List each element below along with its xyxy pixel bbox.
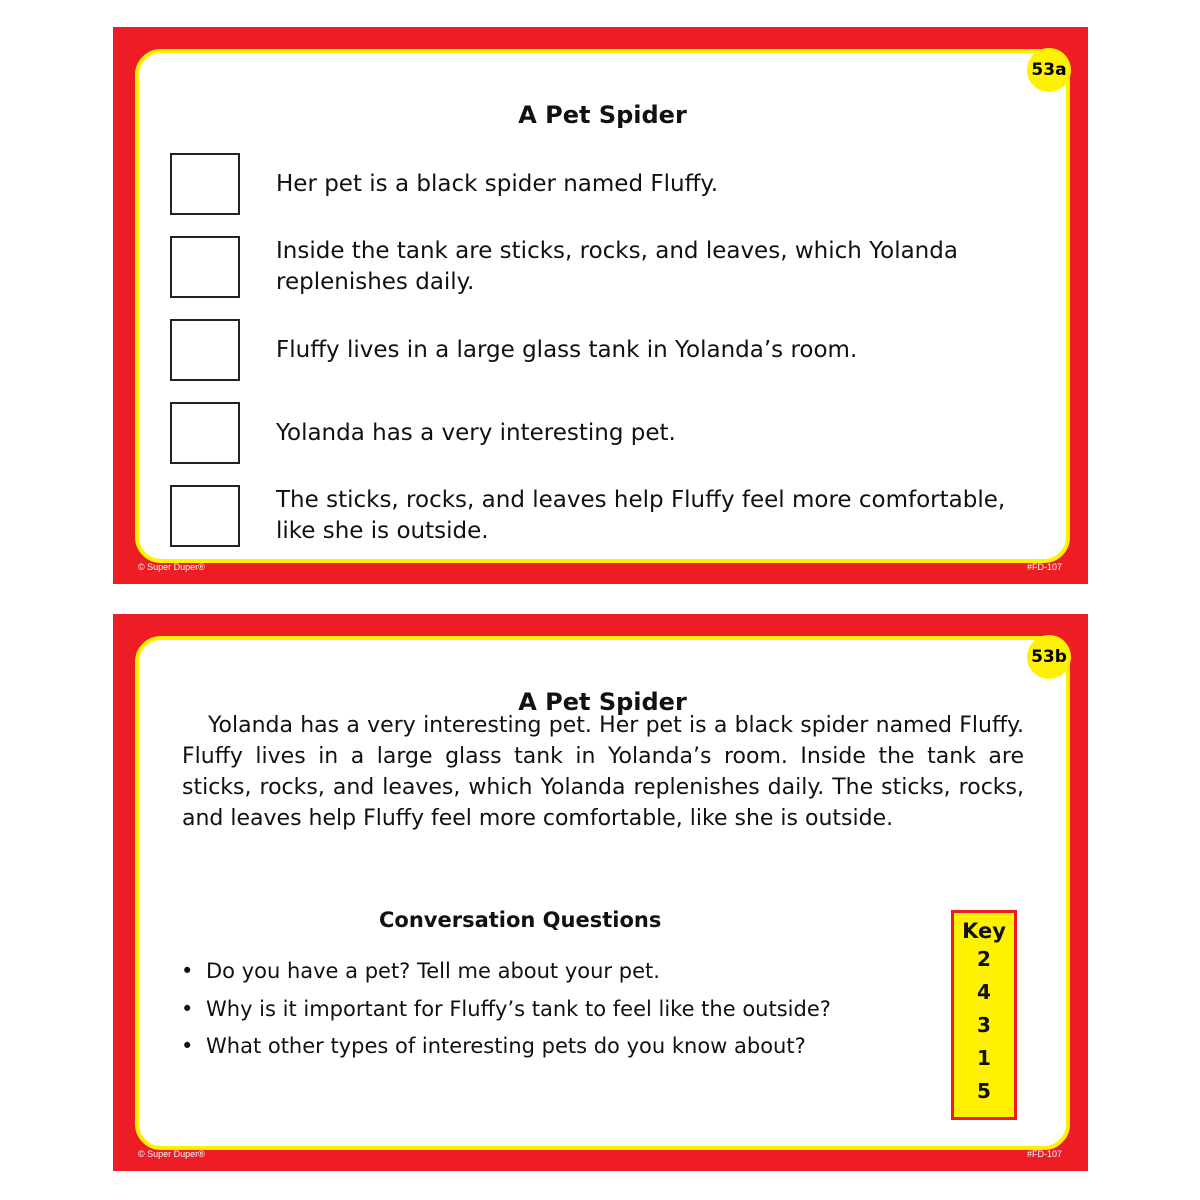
card-53a-panel <box>135 49 1070 563</box>
answer-key-value: 3 <box>977 1013 991 1037</box>
card-number-badge: 53b <box>1027 635 1071 679</box>
card-title: A Pet Spider <box>518 101 687 129</box>
answer-key <box>951 910 1017 1120</box>
answer-key-label: Key <box>962 919 1006 943</box>
card-title: A Pet Spider <box>518 688 687 716</box>
answer-key-values <box>954 943 1014 1108</box>
sentence-row <box>170 485 1050 547</box>
conversation-questions-heading: Conversation Questions <box>379 908 662 932</box>
story-paragraph: Yolanda has a very interesting pet. Her pet is a black spider named Fluffy. Fluffy lives in a large glass tank in Yolanda’s room. Inside the tank are sticks, rocks, and leaves, which Yolanda replenishes daily. The sticks, rocks, and leaves help Fluffy feel more comfortable, like she is outside. <box>182 713 1024 831</box>
question-item: • What other types of interesting pets do you know about? <box>181 1028 831 1066</box>
card-number-badge: 53a <box>1027 48 1071 92</box>
sentence-text: Yolanda has a very interesting pet. <box>276 419 676 446</box>
sentence-row <box>170 236 1050 298</box>
card-53a <box>113 27 1088 584</box>
sequence-checkbox[interactable] <box>170 153 240 215</box>
question-list <box>181 953 831 1066</box>
sequence-checkbox[interactable] <box>170 319 240 381</box>
answer-key-value: 2 <box>977 947 991 971</box>
sentence-row <box>170 402 1050 464</box>
sequence-checkbox[interactable] <box>170 236 240 298</box>
sequence-checkbox[interactable] <box>170 485 240 547</box>
question-item: • Do you have a pet? Tell me about your pet. <box>181 953 831 991</box>
question-item: • Why is it important for Fluffy’s tank to feel like the outside? <box>181 991 831 1029</box>
sentence-text: The sticks, rocks, and leaves help Fluffy feel more comfortable, like she is outside. <box>276 487 1006 544</box>
product-code-footer: #FD-107 <box>1026 1149 1062 1159</box>
answer-key-value: 5 <box>977 1079 991 1103</box>
sentence-row <box>170 153 1050 215</box>
card-53b-panel <box>135 636 1070 1150</box>
product-code-footer: #FD-107 <box>1026 562 1062 572</box>
sentence-text: Her pet is a black spider named Fluffy. <box>276 170 719 197</box>
answer-key-value: 4 <box>977 980 991 1004</box>
sentence-row <box>170 319 1050 381</box>
copyright-footer: © Super Duper® <box>138 562 205 572</box>
card-53b <box>113 614 1088 1171</box>
copyright-footer: © Super Duper® <box>138 1149 205 1159</box>
answer-key-value: 1 <box>977 1046 991 1070</box>
sentence-text: Inside the tank are sticks, rocks, and leaves, which Yolanda replenishes daily. <box>276 238 958 295</box>
sequence-checkbox[interactable] <box>170 402 240 464</box>
sentence-text: Fluffy lives in a large glass tank in Yolanda’s room. <box>276 336 858 363</box>
